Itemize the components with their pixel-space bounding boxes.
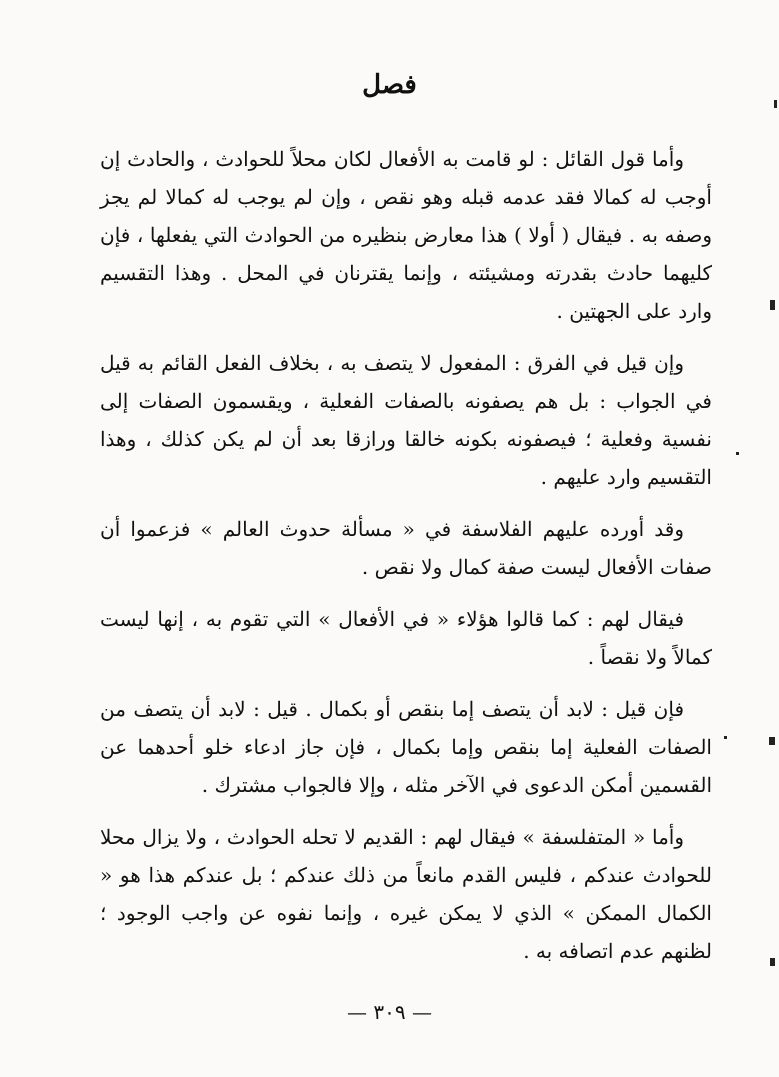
scan-speck bbox=[769, 737, 775, 745]
paragraph-1: وأما قول القائل : لو قامت به الأفعال لكان محلاً للحوادث ، والحادث إن أوجب له كمالا فقد عدمه قبله وهو نقص ، وإن لم يوجب له كمالا لم يجز وصفه به . فيقال ( أولا ) هذا معارض بنظيره من الحوادث التي يفعلها ، فإن كليهما حادث بقدرته ومشيئته ، وإنما يقترنان في المحل . وهذا التقسيم وارد على الجهتين . bbox=[100, 147, 712, 323]
paragraph-5: فإن قيل : لابد أن يتصف إما بنقص أو بكمال . قيل : لابد أن يتصف من الصفات الفعلية إما بنقص وإما بكمال ، فإن جاز ادعاء خلو أحدهما عن القسمين أمكن الدعوى في الآخر مثله ، وإلا فالجواب مشترك . bbox=[100, 697, 712, 797]
scan-speck bbox=[770, 958, 775, 966]
scan-speck bbox=[770, 300, 775, 310]
paragraph-4: فيقال لهم : كما قالوا هؤلاء « في الأفعال » التي تقوم به ، إنها ليست كمالاً ولا نقصاً . bbox=[100, 607, 712, 669]
section-heading: فصل bbox=[362, 70, 417, 100]
paragraph-3: وقد أورده عليهم الفلاسفة في « مسألة حدوث العالم » فزعموا أن صفات الأفعال ليست صفة كمال ولا نقص . bbox=[100, 517, 712, 579]
paragraph-6: وأما « المتفلسفة » فيقال لهم : القديم لا تحله الحوادث ، ولا يزال محلا للحوادث عندكم ، فليس القدم مانعاً من ذلك عندكم ؛ بل عندكم هذا هو « الكمال الممكن » الذي لا يمكن غيره ، وإنما نفوه عن واجب الوجود ؛ لظنهم عدم اتصافه به . bbox=[100, 825, 712, 963]
scan-speck bbox=[736, 452, 739, 455]
scan-speck bbox=[724, 736, 727, 739]
body-text bbox=[100, 140, 712, 984]
scan-speck bbox=[774, 100, 777, 108]
page-number: — ٣٠٩ — bbox=[347, 1000, 432, 1024]
paragraph-2: وإن قيل في الفرق : المفعول لا يتصف به ، بخلاف الفعل القائم به قيل في الجواب : بل هم يصفونه بالصفات الفعلية ، ويقسمون الصفات إلى نفسية وفعلية ؛ فيصفونه بكونه خالقا ورازقا بعد أن لم يكن كذلك ، وهذا التقسيم وارد عليهم . bbox=[100, 351, 712, 489]
